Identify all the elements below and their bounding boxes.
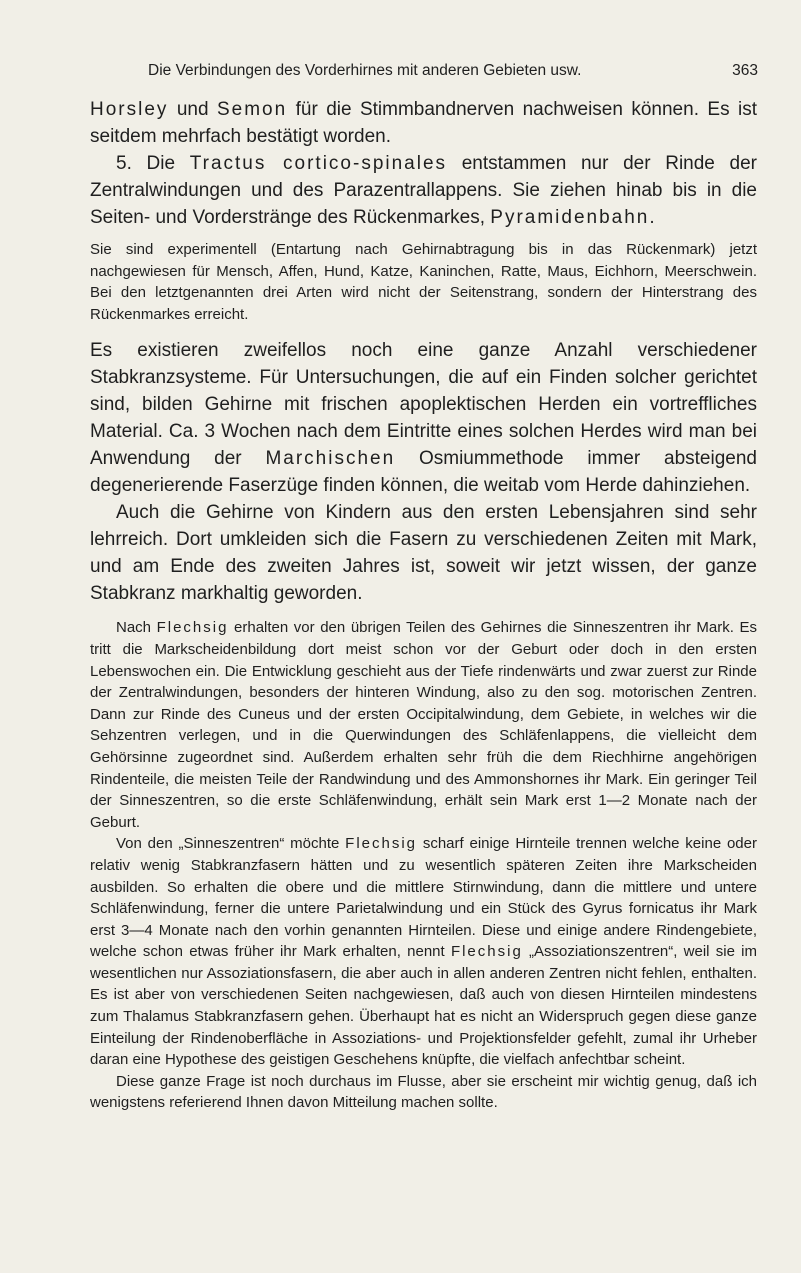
name-flechsig: Flechsig [156,619,229,637]
term-pyramidenbahn: Pyramidenbahn. [490,207,657,228]
name-flechsig: Flechsig [345,835,418,853]
name-flechsig: Flechsig [450,943,523,961]
paragraph-8-small: Diese ganze Frage ist noch durchaus im Flusse, aber sie erscheint mir wichtig genug, daß ich wenigstens referierend Ihnen davon Mitteilung machen sollte. [90,1072,757,1112]
paragraph-7-small: Von den „Sinneszentren“ möchte Flechsig scharf einige Hirnteile trennen welche keine oder relativ wenig Stabkranzfasern hätten und zu wesentlich späteren Zeiten ihre Markscheiden ausbilden. So erhalten die obere und die mittlere Stirnwindung, dann die mittlere und untere Schläfenwindung, ferner die untere Parietalwindung und ein Stück des Gyrus fornicatus ihr Mark erst 3—4 Monate nach den vorhin genannten Hirnteilen. Diese und einige andere Rindengebiete, welche schon etwas früher ihr Mark erhalten, nennt Flechsig „Assoziationszentren“, weil sie im wesentlichen nur Assoziationsfasern, die aber auch in allen anderen Zentren nicht fehlen, enthalten. Es ist aber von verschiedenen Seiten nachgewiesen, daß auch von diesen Hirnteilen mindestens zum Thalamus Stabkranzfasern gehen. Überhaupt hat es nicht an Widerspruch gegen diese ganze Einteilung der Rindenoberfläche in Assoziations- und Projektionsfelder gefehlt, zumal ihr Urheber daran eine Hypothese des geistigen Geschehens knüpfte, die vielfach anfechtbar scheint. [90,835,757,1069]
paragraph-6-small: Nach Flechsig erhalten vor den übrigen Teilen des Gehirnes die Sinneszentren ihr Mark. Es tritt die Markscheidenbildung dort meist schon vor der Geburt oder doch in den ersten Lebenswochen ein. Die Entwicklung geschieht aus der Tiefe rindenwärts und zwar zuerst zur Rinde der Zentralwindungen, besonders der hinteren Windung, also zu den sog. motorischen Zentren. Dann zur Rinde des Cuneus und der ersten Occipitalwindung, dem Gebiete, in welches wir die Sehzentren verlegen, und in die Querwindungen des Schläfenlappens, die vielleicht dem Gehörsinne zugeordnet sind. Außerdem erhalten sehr früh die dem Riechhirne angehörigen Rindenteile, die meisten Teile der Randwindung und des Ammonshornes ihr Mark. Ein geringer Teil der Sinneszentren, so die erste Schläfenwindung, erhält sein Mark erst 1—2 Monate nach der Geburt. [90,619,757,831]
body-text [90,96,757,1114]
running-title: Die Verbindungen des Vorderhirnes mit anderen Gebieten usw. [148,62,582,79]
author-name-semon: Semon [216,99,288,120]
paragraph-3-small: Sie sind experimentell (Entartung nach Gehirnabtragung bis in das Rückenmark) jetzt nachgewiesen für Mensch, Affen, Hund, Katze, Kaninchen, Ratte, Maus, Eichhorn, Meerschwein. Bei den letztgenannten drei Arten wird nicht der Seitenstrang, sondern der Hinterstrang des Rückenmarkes erreicht. [90,241,757,323]
name-marchi: Marchischen [265,448,396,470]
running-header [90,62,758,86]
paragraph-2: 5. Die Tractus cortico-spinales entstammen nur der Rinde der Zentralwindungen und des Parazentrallappens. Sie ziehen hinab bis in die Seiten- und Vorderstränge des Rückenmarkes, Pyramidenbahn. [90,153,758,228]
paragraph-5: Auch die Gehirne von Kindern aus den ersten Lebensjahren sind sehr lehrreich. Dort umkleiden sich die Fasern zu verschiedenen Zeiten mit Mark, und am Ende des zweiten Jahres ist, soweit wir jetzt wissen, der ganze Stabkranz markhaltig geworden. [90,502,757,605]
page-number: 363 [732,62,758,79]
term-tractus: Tractus cortico-spinales [189,153,448,174]
author-name-horsley: Horsley [90,99,169,120]
paragraph-4: Es existieren zweifellos noch eine ganze Anzahl verschiedener Stabkranzsysteme. Für Untersuchungen, die auf ein Finden solcher gerichtet sind, bilden Gehirne mit frischen apoplektischen Herden ein vortreffliches Material. Ca. 3 Wochen nach dem Eintritte eines solchen Herdes wird man bei Anwendung der Marchischen Osmiummethode immer absteigend degenerierende Faserzüge finden können, die weitab vom Herde dahinziehen. [90,340,757,497]
paragraph-1: Horsley und Semon für die Stimmbandnerven nachweisen können. Es ist seitdem mehrfach bestätigt worden. [90,99,757,147]
